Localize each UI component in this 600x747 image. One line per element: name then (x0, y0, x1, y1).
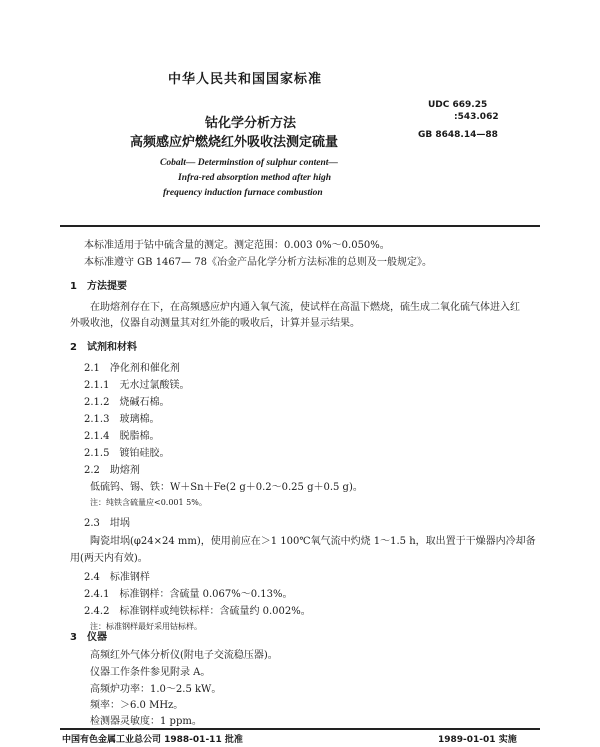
english-title-line1: Cobalt— Determinstion of sulphur content— (160, 158, 338, 168)
english-title-line2: Infra-red absorption method after high (178, 173, 332, 183)
instrument-line: 检测器灵敏度：1 ppm。 (90, 716, 202, 727)
instrument-line: 频率：＞6.0 MHz。 (90, 700, 184, 711)
method-summary-line2: 外吸收池，仪器自动测量其对红外能的吸收后，计算并显示结果。 (70, 318, 360, 329)
reagent-item: 2.1.3 玻璃棉。 (84, 414, 160, 425)
instrument-line: 高频炉功率：1.0～2.5 kW。 (90, 684, 222, 695)
reagent-item: 2.1.5 镀铂硅胶。 (84, 448, 170, 459)
instrument-line: 仪器工作条件参见附录 A。 (90, 667, 211, 678)
crucible-title: 2.3 坩埚 (84, 518, 130, 529)
scope-paragraph: 本标准适用于钴中硫含量的测定。测定范围：0.003 0%～0.050%。 (84, 240, 390, 251)
reagent-item: 2.1.2 烧碱石棉。 (84, 397, 170, 408)
header-divider (60, 225, 540, 227)
compliance-paragraph: 本标准遵守 GB 1467— 78《冶金产品化学分析方法标准的总则及一般规定》。 (84, 257, 433, 268)
crucible-text-line2: 用(两天内有效)。 (70, 553, 148, 564)
effective-date: 1989-01-01 实施 (438, 735, 517, 745)
section-1-title: 1 方法提要 (70, 281, 127, 292)
crucible-text-line1: 陶瓷坩埚(φ24×24 mm)，使用前应在＞1 100℃氧气流中灼烧 1～1.5 h，取出置于干燥器内冷却备 (90, 536, 536, 547)
footer-divider (60, 728, 540, 730)
standard-steel-title: 2.4 标准钢样 (84, 572, 150, 583)
standard-steel-note: 注：标准钢样最好采用钴标样。 (90, 622, 202, 631)
instrument-line: 高频红外气体分析仪(附电子交流稳压器)。 (90, 650, 278, 661)
section-3-title: 3 仪器 (70, 632, 107, 643)
reagent-item: 2.1 净化剂和催化剂 (84, 363, 180, 374)
approval-statement: 中国有色金属工业总公司 1988-01-11 批准 (62, 735, 243, 745)
gb-standard-code: GB 8648.14—88 (418, 130, 498, 140)
reagent-item: 2.2 助熔剂 (84, 465, 140, 476)
reagent-item: 2.1.4 脱脂棉。 (84, 431, 160, 442)
standard-steel-item-2: 2.4.2 标准钢样或纯铁标样：含硫量约 0.002%。 (84, 606, 311, 617)
method-summary-line1: 在助熔剂存在下，在高频感应炉内通入氧气流，使试样在高温下燃烧，硫生成二氧化硫气体进入红 (90, 302, 520, 313)
section-2-title: 2 试剂和材料 (70, 342, 137, 353)
document-title-line1: 钴化学分析方法 (205, 116, 297, 131)
document-title-line2: 高频感应炉燃烧红外吸收法测定硫量 (130, 135, 339, 150)
reagent-item: 2.1.1 无水过氯酸镁。 (84, 380, 190, 391)
english-title-line3: frequency induction furnace combustion (163, 188, 323, 198)
udc-code-line2: :543.062 (454, 112, 499, 122)
standard-steel-item-1: 2.4.1 标准钢样：含硫量 0.067%～0.13%。 (84, 589, 293, 600)
national-standard-heading: 中华人民共和国国家标准 (168, 72, 323, 87)
flux-composition: 低硫钨、锡、铁：W＋Sn＋Fe(2 g＋0.2～0.25 g＋0.5 g)。 (90, 482, 363, 493)
flux-note: 注：纯铁含硫量应<0.001 5%。 (90, 498, 207, 507)
udc-code-line1: UDC 669.25 (428, 100, 488, 110)
